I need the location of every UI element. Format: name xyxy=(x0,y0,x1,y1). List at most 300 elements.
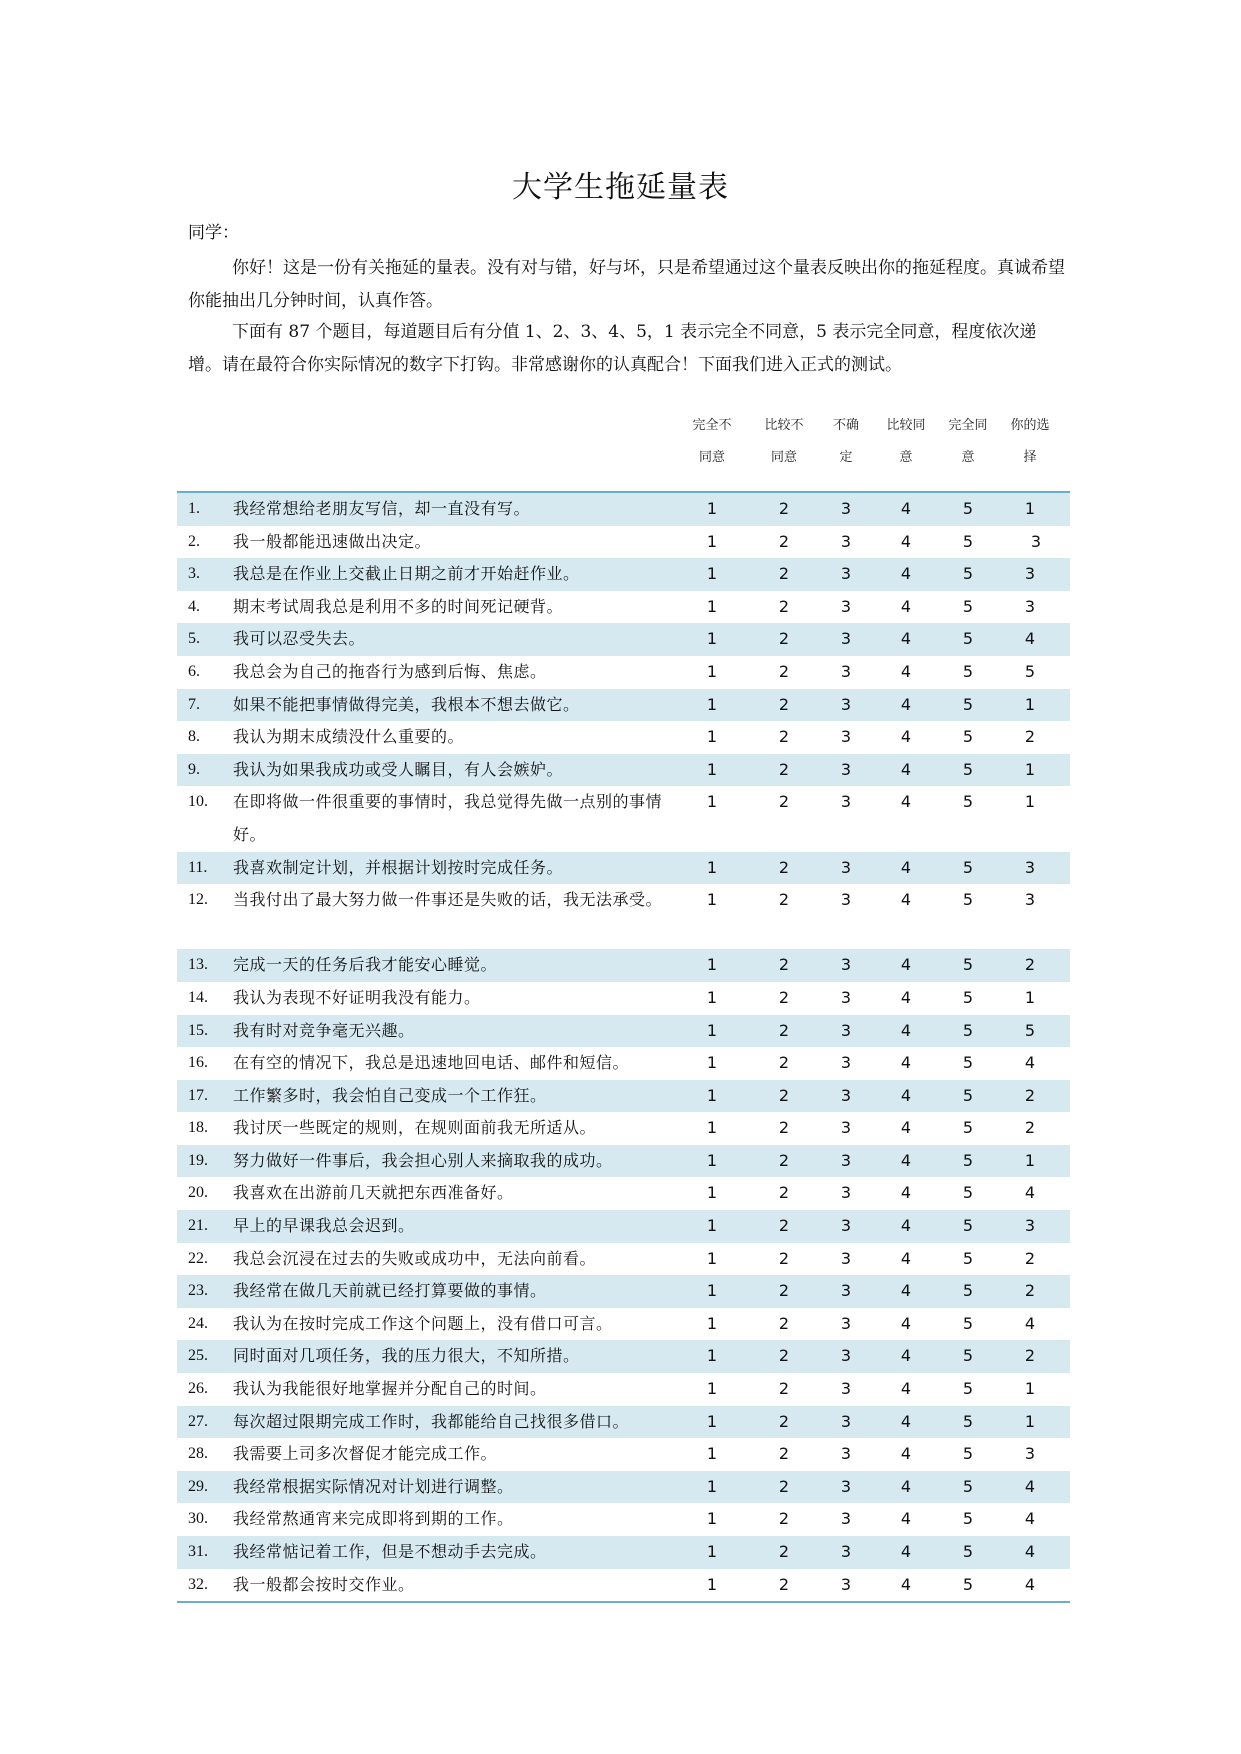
table-row xyxy=(177,1308,1070,1341)
scale-option[interactable]: 3 xyxy=(840,1085,852,1105)
item-question: 早上的早课我总会迟到。 xyxy=(233,1216,415,1236)
item-question: 我有时对竞争毫无兴趣。 xyxy=(233,1020,415,1040)
scale-option[interactable]: 1 xyxy=(706,564,718,584)
table-row xyxy=(177,884,1070,949)
scale-option[interactable]: 5 xyxy=(962,596,974,616)
item-question: 我经常想给老朋友写信，却一直没有写。 xyxy=(233,499,531,518)
table-row xyxy=(177,754,1070,787)
scale-option[interactable]: 3 xyxy=(840,596,852,616)
item-question: 我认为我能很好地掌握并分配自己的时间。 xyxy=(233,1379,547,1399)
item-question: 同时面对几项任务，我的压力很大，不知所措。 xyxy=(233,1346,580,1366)
your-choice: 1 xyxy=(1024,499,1036,518)
scale-option[interactable]: 3 xyxy=(840,857,852,877)
scale-option[interactable]: 5 xyxy=(962,1248,974,1268)
column-header-line2: 同意 xyxy=(770,450,797,465)
scale-option[interactable]: 3 xyxy=(840,792,852,812)
scale-option[interactable]: 5 xyxy=(962,1476,974,1496)
table-row xyxy=(177,558,1070,591)
your-choice: 4 xyxy=(1024,1313,1036,1333)
item-question: 工作繁多时，我会怕自己变成一个工作狂。 xyxy=(233,1085,547,1105)
scale-option[interactable]: 3 xyxy=(840,1379,852,1399)
item-number: 19. xyxy=(188,1151,208,1169)
scale-option[interactable]: 3 xyxy=(840,759,852,779)
scale-option[interactable]: 3 xyxy=(840,629,852,649)
item-number: 17. xyxy=(188,1086,208,1104)
table-row xyxy=(177,786,1070,851)
table-row xyxy=(177,1373,1070,1406)
scale-option[interactable]: 1 xyxy=(706,1020,718,1040)
scale-option[interactable]: 4 xyxy=(900,1085,912,1105)
scale-option[interactable]: 1 xyxy=(706,1085,718,1105)
column-header-line2: 同意 xyxy=(698,450,725,465)
scale-option[interactable]: 4 xyxy=(900,531,912,551)
your-choice: 2 xyxy=(1024,1085,1036,1105)
scale-option[interactable]: 2 xyxy=(778,1020,790,1040)
item-question: 我可以忍受失去。 xyxy=(233,629,366,649)
item-question: 在有空的情况下，我总是迅速地回电话、邮件和短信。 xyxy=(233,1053,630,1073)
scale-option[interactable]: 4 xyxy=(900,1248,912,1268)
scale-option[interactable]: 1 xyxy=(706,1476,718,1496)
item-number: 12. xyxy=(188,891,208,909)
table-row xyxy=(177,1503,1070,1536)
intro-paragraph-2: 下面有 87 个题目，每道题目后有分值 1、2、3、4、5，1 表示完全不同意，5 表示完全同意，程度依次递增。请在最符合你实际情况的数字下打钩。非常感谢你的认真配合！下面我们进入正式的测试。 xyxy=(188,322,1037,375)
scale-option[interactable]: 4 xyxy=(900,1020,912,1040)
scale-option[interactable]: 2 xyxy=(778,564,790,584)
your-choice: 1 xyxy=(1024,694,1036,714)
item-question: 我认为在按时完成工作这个问题上，没有借口可言。 xyxy=(233,1313,613,1333)
item-number: 2. xyxy=(188,532,200,550)
scale-option[interactable]: 1 xyxy=(706,1542,718,1561)
scale-option[interactable]: 3 xyxy=(840,564,852,584)
scale-option[interactable]: 3 xyxy=(840,1281,852,1301)
scale-option[interactable]: 4 xyxy=(900,1118,912,1138)
item-question: 我认为如果我成功或受人瞩目，有人会嫉妒。 xyxy=(233,759,564,779)
scale-option[interactable]: 2 xyxy=(778,1281,790,1301)
your-choice: 4 xyxy=(1024,1476,1036,1496)
scale-option[interactable]: 3 xyxy=(840,987,852,1007)
scale-option[interactable]: 2 xyxy=(778,1053,790,1073)
item-question: 我一般都会按时交作业。 xyxy=(233,1574,415,1594)
scale-option[interactable]: 3 xyxy=(840,1118,852,1138)
scale-option[interactable]: 4 xyxy=(900,629,912,649)
item-number: 27. xyxy=(188,1412,208,1430)
scale-option[interactable]: 5 xyxy=(962,1379,974,1399)
your-choice: 4 xyxy=(1024,1542,1036,1561)
item-question: 我经常根据实际情况对计划进行调整。 xyxy=(233,1476,514,1496)
scale-option[interactable]: 2 xyxy=(778,1444,790,1464)
scale-option[interactable]: 2 xyxy=(778,1476,790,1496)
scale-option[interactable]: 5 xyxy=(962,499,974,518)
scale-option[interactable]: 1 xyxy=(706,1053,718,1073)
table-row xyxy=(177,1536,1070,1569)
scale-option[interactable]: 2 xyxy=(778,1509,790,1529)
scale-option[interactable]: 2 xyxy=(778,759,790,779)
column-header xyxy=(940,410,996,474)
your-choice: 1 xyxy=(1024,1379,1036,1399)
scale-option[interactable]: 2 xyxy=(778,1248,790,1268)
item-question: 完成一天的任务后我才能安心睡觉。 xyxy=(233,955,498,975)
item-number: 23. xyxy=(188,1282,208,1300)
scale-option[interactable]: 2 xyxy=(778,1183,790,1203)
your-choice: 4 xyxy=(1024,1053,1036,1073)
your-choice: 3 xyxy=(1030,531,1042,551)
scale-option[interactable]: 3 xyxy=(840,1476,852,1496)
scale-option[interactable]: 1 xyxy=(706,1118,718,1138)
scale-option[interactable]: 2 xyxy=(778,1150,790,1170)
table-row xyxy=(177,1243,1070,1276)
item-number: 21. xyxy=(188,1217,208,1235)
item-number: 24. xyxy=(188,1314,208,1332)
scale-option[interactable]: 1 xyxy=(706,1509,718,1529)
item-number: 1. xyxy=(188,500,200,517)
column-header-line2: 意 xyxy=(899,450,913,465)
scale-option[interactable]: 2 xyxy=(778,596,790,616)
scale-option[interactable]: 2 xyxy=(778,727,790,747)
item-number: 32. xyxy=(188,1575,208,1593)
scale-option[interactable]: 4 xyxy=(900,1542,912,1561)
scale-option[interactable]: 3 xyxy=(840,1053,852,1073)
your-choice: 3 xyxy=(1024,890,1036,910)
your-choice: 1 xyxy=(1024,1411,1036,1431)
column-header-line2: 择 xyxy=(1023,450,1037,465)
item-number: 13. xyxy=(188,956,208,974)
item-number: 14. xyxy=(188,988,208,1006)
scale-option[interactable]: 4 xyxy=(900,1346,912,1366)
item-number: 26. xyxy=(188,1380,208,1398)
column-header xyxy=(684,410,740,474)
your-choice: 2 xyxy=(1024,1118,1036,1138)
item-number: 8. xyxy=(188,728,200,746)
your-choice: 5 xyxy=(1024,1020,1036,1040)
your-choice: 3 xyxy=(1024,596,1036,616)
scale-option[interactable]: 4 xyxy=(900,661,912,681)
scale-option[interactable]: 5 xyxy=(962,1150,974,1170)
scale-option[interactable]: 5 xyxy=(962,531,974,551)
column-header-line1: 完全同 xyxy=(948,418,988,433)
scale-option[interactable]: 4 xyxy=(900,1379,912,1399)
item-question: 我认为期末成绩没什么重要的。 xyxy=(233,727,465,747)
item-question: 努力做好一件事后，我会担心别人来摘取我的成功。 xyxy=(233,1150,613,1170)
item-question: 每次超过限期完成工作时，我都能给自己找很多借口。 xyxy=(233,1411,630,1431)
scale-option[interactable]: 5 xyxy=(962,1313,974,1333)
your-choice: 4 xyxy=(1024,629,1036,649)
scale-option[interactable]: 2 xyxy=(778,955,790,975)
scale-option[interactable]: 2 xyxy=(778,694,790,714)
table-row xyxy=(177,1275,1070,1308)
scale-option[interactable]: 5 xyxy=(962,1216,974,1236)
scale-option[interactable]: 1 xyxy=(706,1183,718,1203)
scale-option[interactable]: 3 xyxy=(840,1216,852,1236)
scale-option[interactable]: 1 xyxy=(706,1281,718,1301)
item-number: 25. xyxy=(188,1347,208,1365)
item-question: 我总会为自己的拖沓行为感到后悔、焦虑。 xyxy=(233,661,547,681)
scale-option[interactable]: 2 xyxy=(778,1118,790,1138)
scale-option[interactable]: 4 xyxy=(900,694,912,714)
scale-option[interactable]: 5 xyxy=(962,694,974,714)
item-number: 4. xyxy=(188,597,200,615)
table-row xyxy=(177,526,1070,559)
scale-option[interactable]: 4 xyxy=(900,1216,912,1236)
scale-option[interactable]: 5 xyxy=(962,857,974,877)
greeting: 同学： xyxy=(188,223,239,243)
scale-option[interactable]: 3 xyxy=(840,1411,852,1431)
scale-option[interactable]: 3 xyxy=(840,1313,852,1333)
scale-option[interactable]: 4 xyxy=(900,1574,912,1594)
your-choice: 3 xyxy=(1024,1216,1036,1236)
table-row xyxy=(177,656,1070,689)
item-question: 我一般都能迅速做出决定。 xyxy=(233,531,432,551)
scale-option[interactable]: 5 xyxy=(962,1444,974,1464)
table-row xyxy=(177,1438,1070,1471)
scale-option[interactable]: 4 xyxy=(900,1150,912,1170)
item-question: 我总会沉浸在过去的失败或成功中，无法向前看。 xyxy=(233,1248,597,1268)
item-number: 6. xyxy=(188,662,200,680)
table-row xyxy=(177,689,1070,722)
scale-option[interactable]: 3 xyxy=(840,661,852,681)
item-question: 我需要上司多次督促才能完成工作。 xyxy=(233,1444,498,1464)
scale-option[interactable]: 5 xyxy=(962,890,974,910)
item-number: 28. xyxy=(188,1445,208,1463)
item-question: 我经常熬通宵来完成即将到期的工作。 xyxy=(233,1509,514,1529)
table-row xyxy=(177,1471,1070,1504)
item-number: 18. xyxy=(188,1119,208,1137)
scale-option[interactable]: 3 xyxy=(840,1542,852,1561)
scale-option[interactable]: 3 xyxy=(840,727,852,747)
scale-option[interactable]: 5 xyxy=(962,1183,974,1203)
scale-option[interactable]: 5 xyxy=(962,987,974,1007)
table-row xyxy=(177,982,1070,1015)
table-row xyxy=(177,1406,1070,1439)
your-choice: 4 xyxy=(1024,1183,1036,1203)
table-row xyxy=(177,1080,1070,1113)
scale-option[interactable]: 5 xyxy=(962,1542,974,1561)
scale-option[interactable]: 3 xyxy=(840,955,852,975)
item-question: 当我付出了最大努力做一件事还是失败的话，我无法承受。 xyxy=(233,890,663,910)
item-question: 我经常惦记着工作，但是不想动手去完成。 xyxy=(233,1542,547,1561)
scale-option[interactable]: 4 xyxy=(900,857,912,877)
scale-option[interactable]: 1 xyxy=(706,661,718,681)
scale-option[interactable]: 4 xyxy=(900,499,912,518)
item-question: 我经常在做几天前就已经打算要做的事情。 xyxy=(233,1281,547,1301)
scale-option[interactable]: 1 xyxy=(706,987,718,1007)
scale-option[interactable]: 4 xyxy=(900,987,912,1007)
scale-option[interactable]: 1 xyxy=(706,629,718,649)
scale-option[interactable]: 3 xyxy=(840,1574,852,1594)
scale-option[interactable]: 3 xyxy=(840,1020,852,1040)
scale-option[interactable]: 4 xyxy=(900,727,912,747)
scale-option[interactable]: 1 xyxy=(706,1313,718,1333)
your-choice: 4 xyxy=(1024,1574,1036,1594)
scale-option[interactable]: 5 xyxy=(962,1020,974,1040)
scale-option[interactable]: 1 xyxy=(706,1346,718,1366)
scale-option[interactable]: 4 xyxy=(900,955,912,975)
scale-option[interactable]: 3 xyxy=(840,890,852,910)
scale-option[interactable]: 4 xyxy=(900,1411,912,1431)
scale-option[interactable]: 5 xyxy=(962,1411,974,1431)
column-header xyxy=(1002,410,1058,474)
scale-option[interactable]: 3 xyxy=(840,1509,852,1529)
table-row xyxy=(177,852,1070,885)
questionnaire-table xyxy=(177,491,1070,1603)
scale-option[interactable]: 2 xyxy=(778,792,790,812)
your-choice: 2 xyxy=(1024,727,1036,747)
item-number: 29. xyxy=(188,1477,208,1495)
table-row xyxy=(177,1569,1070,1602)
item-number: 7. xyxy=(188,695,200,713)
scale-option[interactable]: 1 xyxy=(706,596,718,616)
scale-option[interactable]: 5 xyxy=(962,1574,974,1594)
scale-option[interactable]: 1 xyxy=(706,890,718,910)
scale-option[interactable]: 5 xyxy=(962,564,974,584)
scale-option[interactable]: 5 xyxy=(962,792,974,812)
scale-option[interactable]: 5 xyxy=(962,759,974,779)
scale-option[interactable]: 3 xyxy=(840,1183,852,1203)
scale-option[interactable]: 2 xyxy=(778,1313,790,1333)
column-header xyxy=(818,410,874,474)
scale-option[interactable]: 3 xyxy=(840,694,852,714)
your-choice: 1 xyxy=(1024,792,1036,812)
scale-option[interactable]: 2 xyxy=(778,1216,790,1236)
scale-option[interactable]: 4 xyxy=(900,759,912,779)
scale-option[interactable]: 2 xyxy=(778,987,790,1007)
scale-option[interactable]: 1 xyxy=(706,1411,718,1431)
scale-option[interactable]: 1 xyxy=(706,792,718,812)
scale-option[interactable]: 4 xyxy=(900,596,912,616)
item-question: 如果不能把事情做得完美，我根本不想去做它。 xyxy=(233,694,580,714)
scale-option[interactable]: 5 xyxy=(962,1281,974,1301)
scale-option[interactable]: 5 xyxy=(962,1118,974,1138)
scale-option[interactable]: 1 xyxy=(706,531,718,551)
column-header xyxy=(756,410,812,474)
column-header-line1: 比较同 xyxy=(886,418,926,433)
item-number: 9. xyxy=(188,760,200,778)
scale-option[interactable]: 5 xyxy=(962,1509,974,1529)
scale-option[interactable]: 2 xyxy=(778,1574,790,1594)
scale-option[interactable]: 4 xyxy=(900,1444,912,1464)
scale-option[interactable]: 2 xyxy=(778,1346,790,1366)
your-choice: 3 xyxy=(1024,857,1036,877)
scale-option[interactable]: 1 xyxy=(706,694,718,714)
scale-option[interactable]: 5 xyxy=(962,661,974,681)
scale-option[interactable]: 4 xyxy=(900,1313,912,1333)
scale-option[interactable]: 5 xyxy=(962,955,974,975)
table-row xyxy=(177,721,1070,754)
item-number: 5. xyxy=(188,630,200,648)
table-row xyxy=(177,591,1070,624)
scale-option[interactable]: 3 xyxy=(840,531,852,551)
column-header-line2: 意 xyxy=(961,450,975,465)
scale-option[interactable]: 1 xyxy=(706,1444,718,1464)
scale-option[interactable]: 2 xyxy=(778,661,790,681)
scale-option[interactable]: 2 xyxy=(778,890,790,910)
scale-option[interactable]: 1 xyxy=(706,727,718,747)
scale-option[interactable]: 5 xyxy=(962,1085,974,1105)
scale-option[interactable]: 1 xyxy=(706,955,718,975)
scale-option[interactable]: 1 xyxy=(706,857,718,877)
your-choice: 2 xyxy=(1024,1346,1036,1366)
scale-option[interactable]: 4 xyxy=(900,564,912,584)
item-number: 30. xyxy=(188,1510,208,1528)
scale-option[interactable]: 1 xyxy=(706,759,718,779)
your-choice: 4 xyxy=(1024,1509,1036,1529)
item-number: 10. xyxy=(188,793,208,811)
table-row xyxy=(177,1015,1070,1048)
page-title: 大学生拖延量表 xyxy=(512,170,729,205)
item-number: 15. xyxy=(188,1021,208,1039)
scale-option[interactable]: 5 xyxy=(962,629,974,649)
item-question: 我讨厌一些既定的规则，在规则面前我无所适从。 xyxy=(233,1118,597,1138)
table-row xyxy=(177,1177,1070,1210)
scale-option[interactable]: 3 xyxy=(840,1150,852,1170)
scale-option[interactable]: 4 xyxy=(900,1476,912,1496)
scale-option[interactable]: 5 xyxy=(962,727,974,747)
item-number: 3. xyxy=(188,565,200,583)
scale-option[interactable]: 1 xyxy=(706,499,718,518)
your-choice: 2 xyxy=(1024,1281,1036,1301)
item-number: 22. xyxy=(188,1249,208,1267)
scale-option[interactable]: 4 xyxy=(900,1509,912,1529)
scale-option[interactable]: 2 xyxy=(778,1542,790,1561)
item-number: 31. xyxy=(188,1543,208,1560)
your-choice: 1 xyxy=(1024,1150,1036,1170)
scale-option[interactable]: 2 xyxy=(778,1085,790,1105)
intro-paragraph-1: 你好！这是一份有关拖延的量表。没有对与错，好与坏，只是希望通过这个量表反映出你的拖延程度。真诚希望你能抽出几分钟时间，认真作答。 xyxy=(188,258,1065,311)
column-header-line1: 你的选 xyxy=(1010,418,1050,433)
scale-option[interactable]: 4 xyxy=(900,1183,912,1203)
column-header-line1: 完全不 xyxy=(692,418,732,433)
scale-option[interactable]: 2 xyxy=(778,857,790,877)
table-row xyxy=(177,1047,1070,1080)
scale-option[interactable]: 5 xyxy=(962,1053,974,1073)
your-choice: 3 xyxy=(1024,564,1036,584)
scale-option[interactable]: 3 xyxy=(840,499,852,518)
scale-option[interactable]: 2 xyxy=(778,1379,790,1399)
scale-option[interactable]: 4 xyxy=(900,792,912,812)
table-row xyxy=(177,623,1070,656)
scale-option[interactable]: 3 xyxy=(840,1248,852,1268)
scale-option[interactable]: 1 xyxy=(706,1574,718,1594)
item-question: 期末考试周我总是利用不多的时间死记硬背。 xyxy=(233,596,564,616)
scale-option[interactable]: 1 xyxy=(706,1216,718,1236)
scale-option[interactable]: 1 xyxy=(706,1379,718,1399)
column-header-line1: 不确 xyxy=(832,418,859,433)
column-header xyxy=(878,410,934,474)
scale-option[interactable]: 2 xyxy=(778,1411,790,1431)
scale-option[interactable]: 5 xyxy=(962,1346,974,1366)
item-number: 16. xyxy=(188,1054,208,1072)
table-row xyxy=(177,1145,1070,1178)
scale-option[interactable]: 4 xyxy=(900,1053,912,1073)
scale-option[interactable]: 1 xyxy=(706,1248,718,1268)
scale-option[interactable]: 3 xyxy=(840,1444,852,1464)
table-row xyxy=(177,1112,1070,1145)
your-choice: 1 xyxy=(1024,759,1036,779)
table-row xyxy=(177,493,1070,526)
scale-option[interactable]: 1 xyxy=(706,1150,718,1170)
column-header-line2: 定 xyxy=(839,450,853,465)
your-choice: 1 xyxy=(1024,987,1036,1007)
your-choice: 2 xyxy=(1024,1248,1036,1268)
scale-option[interactable]: 4 xyxy=(900,1281,912,1301)
scale-option[interactable]: 2 xyxy=(778,499,790,518)
item-number: 20. xyxy=(188,1184,208,1202)
scale-option[interactable]: 2 xyxy=(778,531,790,551)
scale-option[interactable]: 4 xyxy=(900,890,912,910)
scale-option[interactable]: 2 xyxy=(778,629,790,649)
table-row xyxy=(177,1340,1070,1373)
table-row xyxy=(177,949,1070,982)
scale-option[interactable]: 3 xyxy=(840,1346,852,1366)
